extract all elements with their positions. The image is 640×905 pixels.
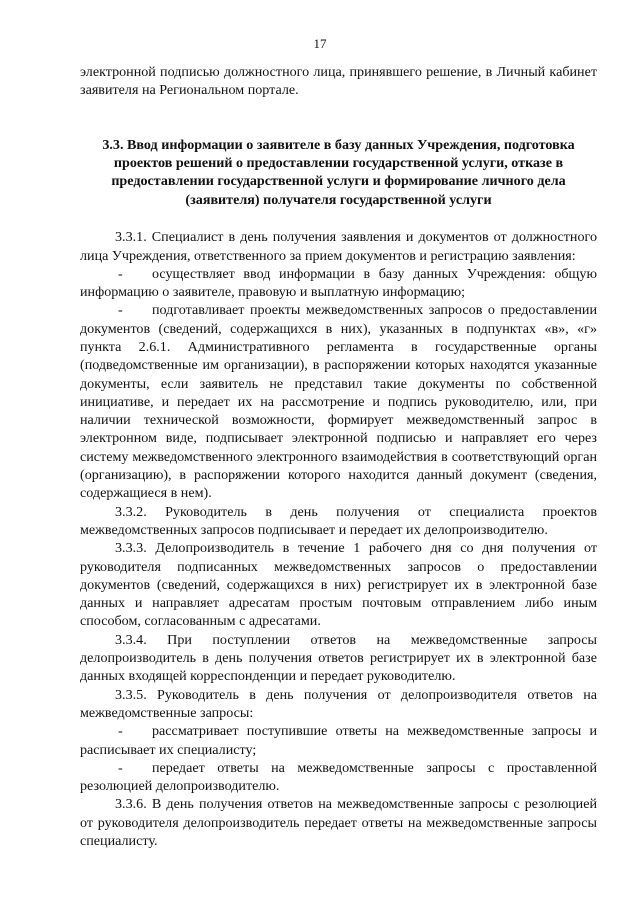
paragraph-3-3-3: 3.3.3. Делопроизводитель в течение 1 рабочего дня со дня получения от руководителя подписанных межведомственных запросов о предоставлении документов (сведений, содержащихся в них) регистрирует их в электронной базе данных и направляет адресатам простым почтовым отправлением либо иным способом, согласованным с адресатами. (80, 540, 597, 630)
list-dash: - (118, 302, 123, 319)
paragraph-3-3-2: 3.3.2. Руководитель в день получения от специалиста проектов межведомственных запросов подписывает и передает их делопроизводителю. (80, 503, 597, 538)
list-item-text: подготавливает проекты межведомственных запросов о предоставлении документов (сведений, содержащихся в них), указанных в подпунктах «в», «г» пункта 2.6.1. Административного регламента в государственные органы (подведомственные им организации), в распоряжении которых находятся указанные документы, если заявитель не представил такие документы по собственной инициативе, и передает их на рассмотрение и подпись руководителю, или, при наличии технической возможности, формирует межведомственный запрос в электронном виде, подписывает электронной подписью и направляет его через систему межведомственного электронного взаимодействия в соответствующий орган (организацию), в распоряжении которого находится данный документ (сведения, содержащиеся в нем). (80, 302, 597, 502)
list-dash: - (118, 759, 123, 776)
list-item-text: рассматривает поступившие ответы на межведомственные запросы и расписывает их специалисту; (80, 723, 597, 758)
list-dash: - (118, 265, 123, 282)
paragraph-3-3-1: 3.3.1. Специалист в день получения заявления и документов от должностного лица Учреждения, ответственного за прием документов и регистрацию заявления: (80, 229, 597, 264)
paragraph-3-3-6: 3.3.6. В день получения ответов на межведомственные запросы с резолюцией от руководителя делопроизводитель передает ответы на межведомственные запросы специалисту. (80, 796, 597, 850)
list-item (80, 265, 597, 302)
list-item (80, 301, 597, 502)
document-body (80, 63, 597, 850)
paragraph-3-3-4: 3.3.4. При поступлении ответов на межведомственные запросы делопроизводитель в день получения ответов регистрирует их в электронной базе данных входящей корреспонденции и передает руководителю. (80, 631, 597, 685)
section-heading: 3.3. Ввод информации о заявителе в базу данных Учреждения, подготовка проектов решений о предоставлении государственной услуги, отказе в предоставлении государственной услуги и формирование личного дела (заявителя) получателя государственной услуги (102, 136, 575, 208)
list-dash: - (118, 723, 123, 740)
paragraph-3-3-5: 3.3.5. Руководитель в день получения от делопроизводителя ответов на межведомственные запросы: (80, 686, 597, 721)
list-item-text: осуществляет ввод информации в базу данных Учреждения: общую информацию о заявителе, правовую и выплатную информацию; (80, 265, 597, 301)
list-item (80, 759, 597, 796)
intro-paragraph: электронной подписью должностного лица, принявшего решение, в Личный кабинет заявителя на Региональном портале. (80, 64, 597, 99)
list-item (80, 722, 597, 759)
page-number: 17 (313, 36, 327, 51)
list-item-text: передает ответы на межведомственные запросы с проставленной резолюцией делопроизводителю. (80, 759, 597, 795)
